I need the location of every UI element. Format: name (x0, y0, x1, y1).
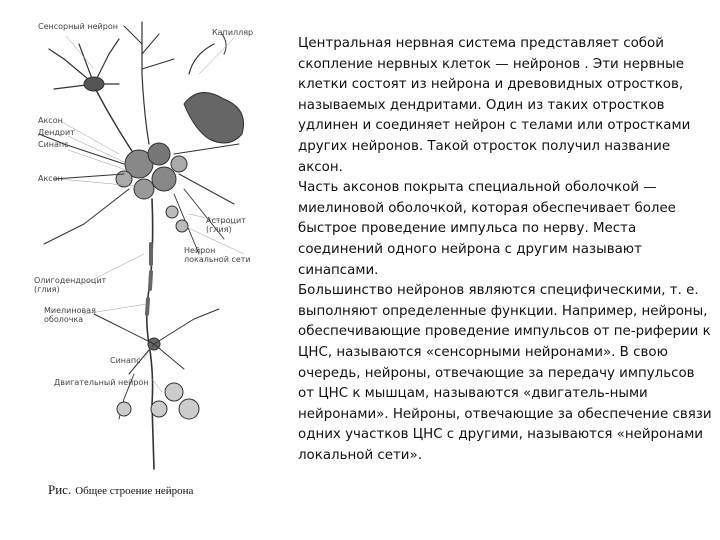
label-motor-neuron: Двигательный нейрон (54, 378, 149, 387)
caption-text: Общее строение нейрона (75, 485, 194, 497)
paragraph: Центральная нервная система представляет собой скопление нервных клеток — нейронов . Эти нервные клетки состоят из нейрона и древовидных отростков, называемых дендритами. Один из таких отростков удлинен и соединяет нейрон с телами или отростками других нейронов. Такой отросток получил название аксон. (298, 36, 691, 175)
label-capillary: Капилляр (212, 28, 254, 37)
body-text (298, 34, 714, 466)
label-oligodendrocyte: Олигодендроцит (глия) (34, 276, 107, 294)
label-dendrite: Дендрит (38, 128, 75, 137)
label-axon-mid: Аксон (38, 174, 63, 183)
figure-caption (48, 482, 193, 498)
label-synapse-top: Синапс (38, 140, 69, 149)
label-astrocyte: Астроцит (глия) (206, 216, 246, 234)
neuron-figure (24, 14, 284, 514)
paragraph: Большинство нейронов являются специфическими, т. е. выполняют определенные функции. Например, нейроны, обеспечивающие проведение импульсов от пе-риферии к ЦНС, называются «сенсорными нейронами». В свою очередь, нейроны, отвечающие за передачу импульсов от ЦНС к мышцам, называются «двигатель-ными нейронами». Нейроны, отвечающие за обеспечение связи одних участков ЦНС с другими, называются «нейронами локальной сети». (298, 283, 712, 463)
label-sensory-neuron: Сенсорный нейрон (38, 22, 118, 31)
label-synapse-bottom: Синапс (110, 356, 141, 365)
paragraph: Часть аксонов покрыта специальной оболочкой — миелиновой оболочкой, которая обеспечивает более быстрое проведение импульса по нерву. Места соединений одного нейрона с другим называют синапсами. (298, 180, 676, 278)
label-local-neuron: Нейрон локальной сети (184, 246, 251, 264)
label-axon-top: Аксон (38, 116, 63, 125)
label-myelin: Миелиновая оболочка (44, 306, 96, 324)
caption-prefix: Рис. (48, 482, 72, 497)
